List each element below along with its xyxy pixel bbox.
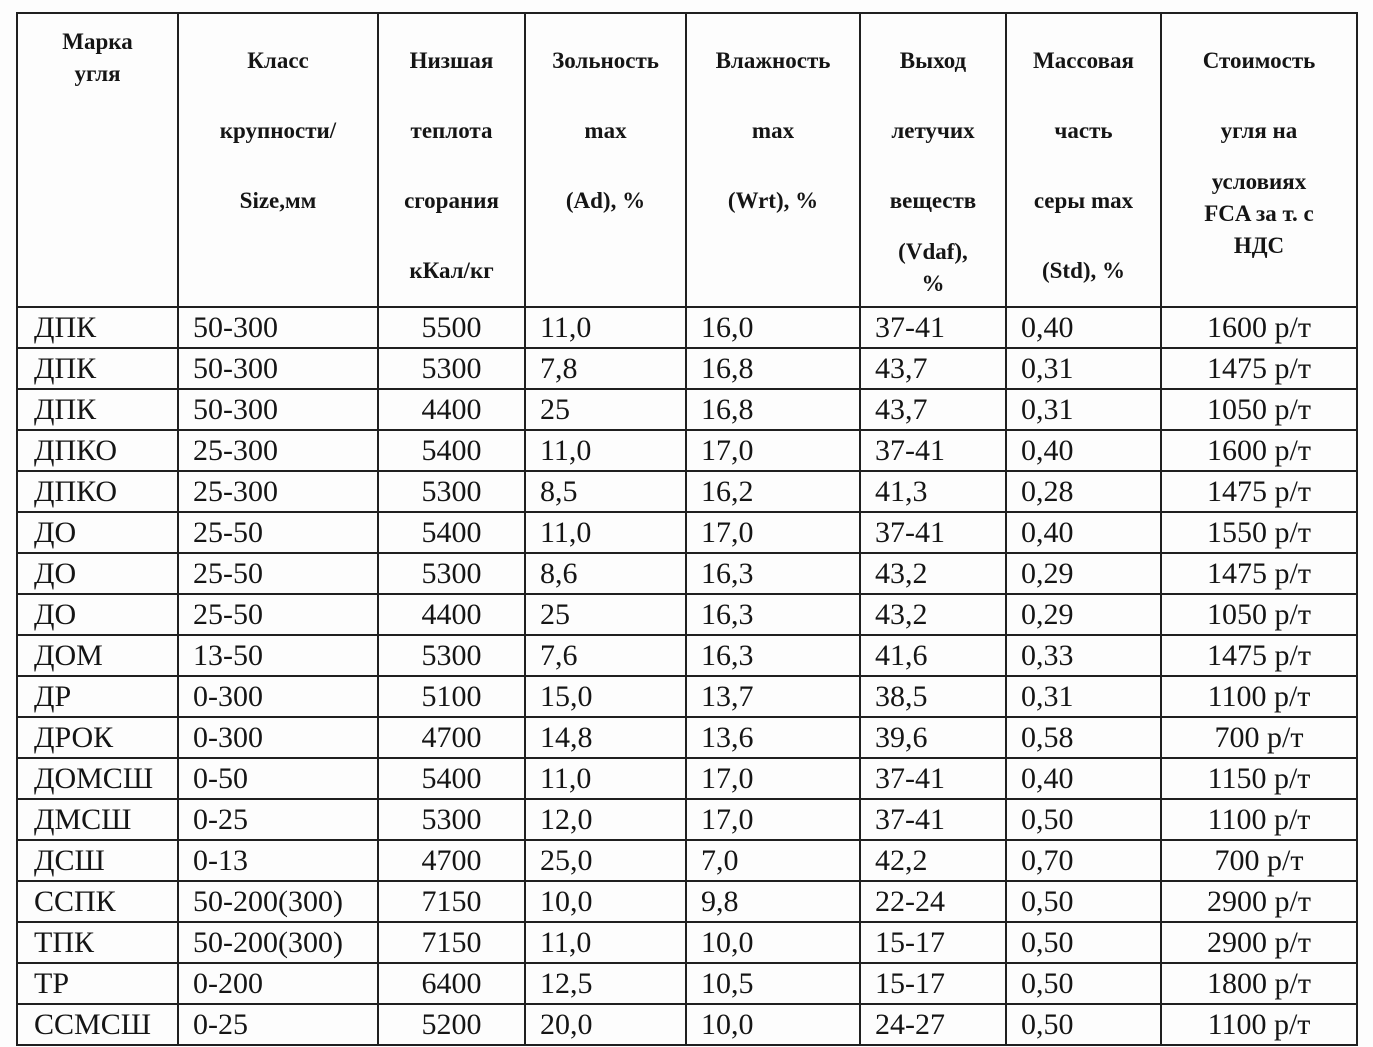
ash-cell: 20,0 (525, 1004, 686, 1045)
table-row (17, 594, 1357, 635)
heat-cell: 7150 (378, 881, 525, 922)
brand-cell: ДСШ (17, 840, 178, 881)
volatile-cell: 37-41 (860, 307, 1006, 348)
table-body (17, 307, 1357, 1045)
size-cell: 25-300 (178, 430, 378, 471)
moisture-cell: 16,3 (686, 594, 860, 635)
volatile-cell: 43,2 (860, 553, 1006, 594)
ash-cell: 25,0 (525, 840, 686, 881)
header-moisture: Влажность max (Wrt), % (686, 13, 860, 307)
brand-cell: ДОМ (17, 635, 178, 676)
moisture-cell: 7,0 (686, 840, 860, 881)
volatile-cell: 39,6 (860, 717, 1006, 758)
table-row (17, 430, 1357, 471)
sulfur-cell: 0,50 (1006, 881, 1161, 922)
size-cell: 0-13 (178, 840, 378, 881)
moisture-cell: 10,0 (686, 922, 860, 963)
price-cell: 1150 р/т (1161, 758, 1357, 799)
heat-cell: 4700 (378, 840, 525, 881)
brand-cell: ДПКО (17, 430, 178, 471)
volatile-cell: 37-41 (860, 799, 1006, 840)
heat-cell: 5300 (378, 553, 525, 594)
table-header-row (17, 13, 1357, 307)
sulfur-cell: 0,31 (1006, 676, 1161, 717)
moisture-cell: 16,2 (686, 471, 860, 512)
size-cell: 50-300 (178, 348, 378, 389)
ash-cell: 12,5 (525, 963, 686, 1004)
price-cell: 1100 р/т (1161, 1004, 1357, 1045)
brand-cell: ДО (17, 512, 178, 553)
heat-cell: 5300 (378, 635, 525, 676)
price-cell: 1600 р/т (1161, 430, 1357, 471)
sulfur-cell: 0,50 (1006, 799, 1161, 840)
table-row (17, 717, 1357, 758)
size-cell: 0-200 (178, 963, 378, 1004)
sulfur-cell: 0,50 (1006, 1004, 1161, 1045)
moisture-cell: 13,7 (686, 676, 860, 717)
table-row (17, 553, 1357, 594)
size-cell: 0-25 (178, 1004, 378, 1045)
price-cell: 1100 р/т (1161, 676, 1357, 717)
ash-cell: 14,8 (525, 717, 686, 758)
sulfur-cell: 0,58 (1006, 717, 1161, 758)
brand-cell: ДПК (17, 348, 178, 389)
table-row (17, 1004, 1357, 1045)
size-cell: 25-300 (178, 471, 378, 512)
sulfur-cell: 0,31 (1006, 348, 1161, 389)
sulfur-cell: 0,29 (1006, 553, 1161, 594)
volatile-cell: 43,2 (860, 594, 1006, 635)
heat-cell: 5300 (378, 799, 525, 840)
size-cell: 50-300 (178, 389, 378, 430)
ash-cell: 11,0 (525, 758, 686, 799)
sulfur-cell: 0,33 (1006, 635, 1161, 676)
price-cell: 2900 р/т (1161, 922, 1357, 963)
table-row (17, 307, 1357, 348)
price-cell: 1800 р/т (1161, 963, 1357, 1004)
ash-cell: 15,0 (525, 676, 686, 717)
table-row (17, 676, 1357, 717)
moisture-cell: 16,8 (686, 389, 860, 430)
header-heat: Низшая теплота сгорания кКал/кг (378, 13, 525, 307)
price-cell: 1050 р/т (1161, 594, 1357, 635)
moisture-cell: 16,3 (686, 553, 860, 594)
volatile-cell: 43,7 (860, 348, 1006, 389)
ash-cell: 8,5 (525, 471, 686, 512)
table-row (17, 389, 1357, 430)
ash-cell: 11,0 (525, 430, 686, 471)
volatile-cell: 37-41 (860, 512, 1006, 553)
volatile-cell: 22-24 (860, 881, 1006, 922)
heat-cell: 4400 (378, 389, 525, 430)
moisture-cell: 16,3 (686, 635, 860, 676)
ash-cell: 25 (525, 594, 686, 635)
sulfur-cell: 0,29 (1006, 594, 1161, 635)
price-cell: 700 р/т (1161, 840, 1357, 881)
heat-cell: 5400 (378, 430, 525, 471)
sulfur-cell: 0,31 (1006, 389, 1161, 430)
table-row (17, 635, 1357, 676)
volatile-cell: 38,5 (860, 676, 1006, 717)
heat-cell: 4700 (378, 717, 525, 758)
moisture-cell: 10,0 (686, 1004, 860, 1045)
price-cell: 1100 р/т (1161, 799, 1357, 840)
heat-cell: 5400 (378, 512, 525, 553)
moisture-cell: 10,5 (686, 963, 860, 1004)
header-price: Стоимость угля на условиях FCA за т. с НДС (1161, 13, 1357, 307)
brand-cell: ССМСШ (17, 1004, 178, 1045)
price-cell: 1600 р/т (1161, 307, 1357, 348)
price-cell: 1050 р/т (1161, 389, 1357, 430)
volatile-cell: 41,3 (860, 471, 1006, 512)
brand-cell: ДР (17, 676, 178, 717)
price-cell: 1475 р/т (1161, 471, 1357, 512)
ash-cell: 25 (525, 389, 686, 430)
heat-cell: 5300 (378, 348, 525, 389)
heat-cell: 6400 (378, 963, 525, 1004)
ash-cell: 11,0 (525, 512, 686, 553)
table-row (17, 348, 1357, 389)
volatile-cell: 42,2 (860, 840, 1006, 881)
price-cell: 700 р/т (1161, 717, 1357, 758)
price-cell: 1475 р/т (1161, 635, 1357, 676)
brand-cell: ДПК (17, 307, 178, 348)
volatile-cell: 37-41 (860, 758, 1006, 799)
ash-cell: 8,6 (525, 553, 686, 594)
volatile-cell: 41,6 (860, 635, 1006, 676)
heat-cell: 5500 (378, 307, 525, 348)
brand-cell: ДРОК (17, 717, 178, 758)
header-volatile: Выход летучих веществ (Vdaf), % (860, 13, 1006, 307)
brand-cell: ДО (17, 594, 178, 635)
ash-cell: 11,0 (525, 307, 686, 348)
price-cell: 2900 р/т (1161, 881, 1357, 922)
ash-cell: 12,0 (525, 799, 686, 840)
brand-cell: ДПК (17, 389, 178, 430)
moisture-cell: 17,0 (686, 430, 860, 471)
sulfur-cell: 0,50 (1006, 963, 1161, 1004)
table-row (17, 840, 1357, 881)
heat-cell: 5100 (378, 676, 525, 717)
table-row (17, 471, 1357, 512)
size-cell: 50-200(300) (178, 922, 378, 963)
table-row (17, 922, 1357, 963)
size-cell: 0-25 (178, 799, 378, 840)
header-sulfur: Массовая часть серы max (Std), % (1006, 13, 1161, 307)
volatile-cell: 15-17 (860, 963, 1006, 1004)
moisture-cell: 17,0 (686, 512, 860, 553)
table-row (17, 512, 1357, 553)
brand-cell: ДО (17, 553, 178, 594)
sulfur-cell: 0,40 (1006, 512, 1161, 553)
size-cell: 0-50 (178, 758, 378, 799)
price-cell: 1475 р/т (1161, 553, 1357, 594)
heat-cell: 5200 (378, 1004, 525, 1045)
sulfur-cell: 0,50 (1006, 922, 1161, 963)
brand-cell: ДПКО (17, 471, 178, 512)
brand-cell: ТПК (17, 922, 178, 963)
size-cell: 13-50 (178, 635, 378, 676)
header-ash: Зольность max (Ad), % (525, 13, 686, 307)
moisture-cell: 17,0 (686, 758, 860, 799)
ash-cell: 10,0 (525, 881, 686, 922)
volatile-cell: 24-27 (860, 1004, 1006, 1045)
sulfur-cell: 0,40 (1006, 307, 1161, 348)
coal-price-table (16, 12, 1358, 1046)
price-cell: 1475 р/т (1161, 348, 1357, 389)
size-cell: 25-50 (178, 512, 378, 553)
moisture-cell: 17,0 (686, 799, 860, 840)
heat-cell: 5400 (378, 758, 525, 799)
moisture-cell: 16,8 (686, 348, 860, 389)
table-row (17, 758, 1357, 799)
heat-cell: 5300 (378, 471, 525, 512)
table-row (17, 963, 1357, 1004)
brand-cell: ДОМСШ (17, 758, 178, 799)
ash-cell: 7,6 (525, 635, 686, 676)
sulfur-cell: 0,40 (1006, 430, 1161, 471)
price-cell: 1550 р/т (1161, 512, 1357, 553)
brand-cell: ССПК (17, 881, 178, 922)
brand-cell: ДМСШ (17, 799, 178, 840)
table-row (17, 799, 1357, 840)
header-brand: Марка угля (17, 13, 178, 307)
moisture-cell: 9,8 (686, 881, 860, 922)
size-cell: 25-50 (178, 553, 378, 594)
size-cell: 0-300 (178, 717, 378, 758)
volatile-cell: 15-17 (860, 922, 1006, 963)
ash-cell: 11,0 (525, 922, 686, 963)
table-row (17, 881, 1357, 922)
ash-cell: 7,8 (525, 348, 686, 389)
volatile-cell: 37-41 (860, 430, 1006, 471)
moisture-cell: 13,6 (686, 717, 860, 758)
brand-cell: ТР (17, 963, 178, 1004)
size-cell: 25-50 (178, 594, 378, 635)
heat-cell: 4400 (378, 594, 525, 635)
sulfur-cell: 0,28 (1006, 471, 1161, 512)
header-size: Класс крупности/ Size,мм (178, 13, 378, 307)
sulfur-cell: 0,40 (1006, 758, 1161, 799)
volatile-cell: 43,7 (860, 389, 1006, 430)
sulfur-cell: 0,70 (1006, 840, 1161, 881)
moisture-cell: 16,0 (686, 307, 860, 348)
size-cell: 0-300 (178, 676, 378, 717)
size-cell: 50-300 (178, 307, 378, 348)
heat-cell: 7150 (378, 922, 525, 963)
size-cell: 50-200(300) (178, 881, 378, 922)
